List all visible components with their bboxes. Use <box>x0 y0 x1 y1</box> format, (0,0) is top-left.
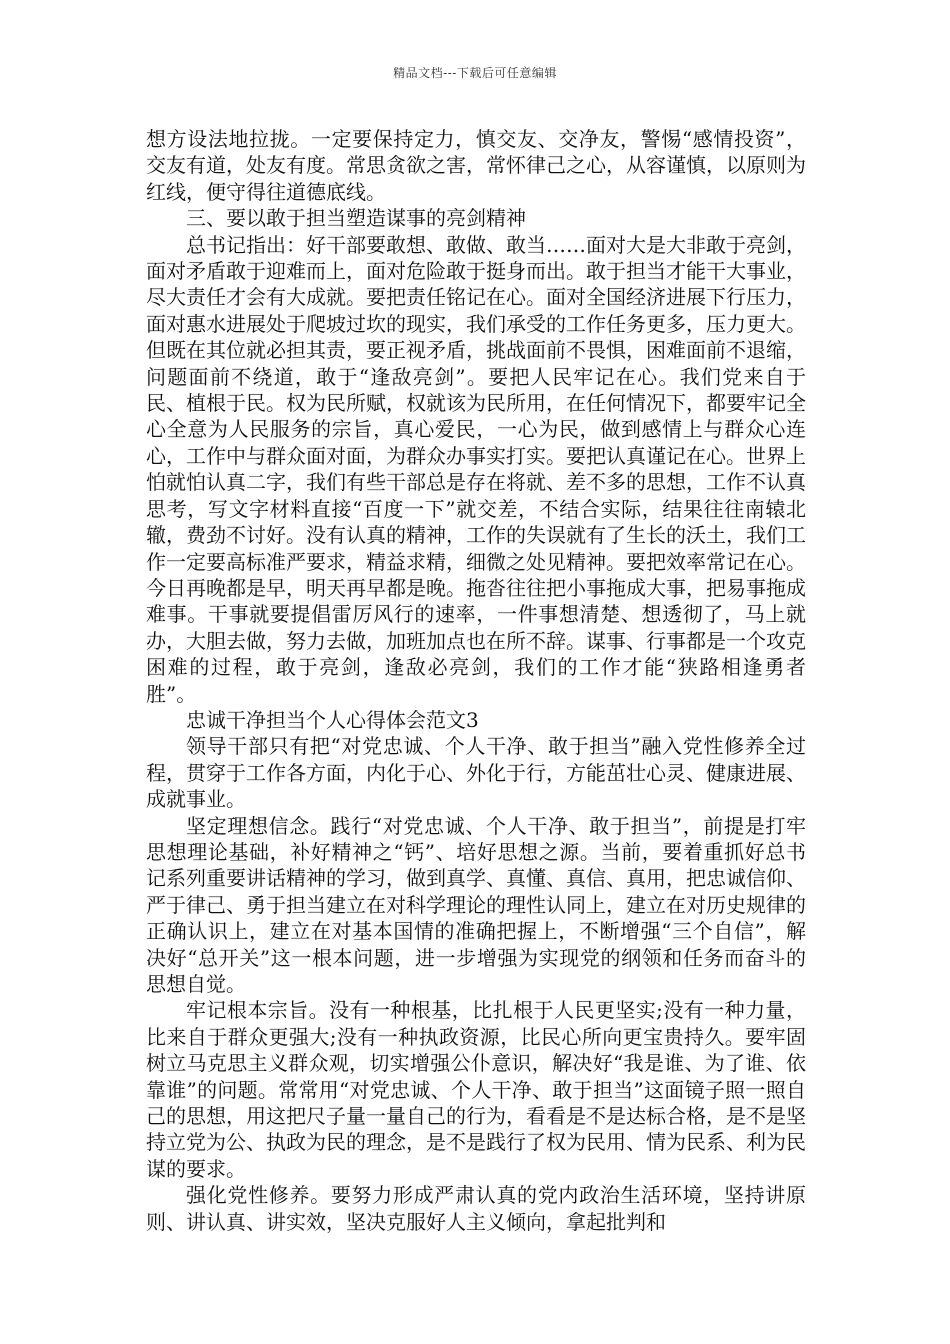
page-header: 精品文档---下载后可任意编辑 <box>393 66 557 80</box>
document-body <box>146 126 806 1235</box>
section-heading: 忠诚干净担当个人心得体会范文3 <box>186 707 479 732</box>
paragraph: 总书记指出：好干部要敢想、敢做、敢当……面对大是大非敢于亮剑，面对矛盾敢于迎难而上，面对危险敢于挺身而出。敢于担当才能干大事业，尽大责任才会有大成就。要把责任铭记在心。面对全国经济进展下行压力，面对惠水进展处于爬坡过坎的现实，我们承受的工作任务更多，压力更大。但既在其位就必担其责，要正视矛盾，挑战面前不畏惧，困难面前不退缩，问题面前不绕道，敢于“逢敌亮剑”。要把人民牢记在心。我们党来自于民、植根于民。权为民所赋，权就该为民所用，在任何情况下，都要牢记全心全意为人民服务的宗旨，真心爱民，一心为民，做到感情上与群众心连心，工作中与群众面对面，为群众办事实打实。要把认真谨记在心。世界上怕就怕认真二字，我们有些干部总是存在将就、差不多的思想，工作不认真思考，写文字材料直接“百度一下”就交差，不结合实际，结果往往南辕北辙，费劲不讨好。没有认真的精神，工作的失误就有了生长的沃土，我们工作一定要高标准严要求，精益求精，细微之处见精神。要把效率常记在心。今日再晚都是早，明天再早都是晚。拖沓往往把小事拖成大事，把易事拖成难事。干事就要提倡雷厉风行的速率，一件事想清楚、想透彻了，马上就办，大胆去做，努力去做，加班加点也在所不辞。谋事、行事都是一个攻克困难的过程，敢于亮剑，逢敌必亮剑，我们的工作才能“狭路相逢勇者胜”。 <box>146 232 806 706</box>
paragraph: 想方设法地拉拢。一定要保持定力，慎交友、交净友，警惕“感情投资”，交友有道，处友有度。常思贪欲之害，常怀律己之心，从容谨慎，以原则为红线，便守得往道德底线。 <box>146 127 806 204</box>
paragraph: 坚定理想信念。践行“对党忠诚、个人干净、敢于担当”，前提是打牢思想理论基础，补好精神之“钙”、培好思想之源。当前，要着重抓好总书记系列重要讲话精神的学习，做到真学、真懂、真信、真用，把忠诚信仰、严于律己、勇于担当建立在对科学理论的理性认同上，建立在对历史规律的正确认识上，建立在对基本国情的准确把握上，不断增强“三个自信”，解决好“总开关”这一根本问题，进一步增强为实现党的纲领和任务而奋斗的思想自觉。 <box>146 813 806 996</box>
paragraph: 牢记根本宗旨。没有一种根基，比扎根于人民更坚实;没有一种力量，比来自于群众更强大;没有一种执政资源，比民心所向更宝贵持久。要牢固树立马克思主义群众观，切实增强公仆意识，解决好“我是谁、为了谁、依靠谁”的问题。常常用“对党忠诚、个人干净、敢于担当”这面镜子照一照自己的思想，用这把尺子量一量自己的行为，看看是不是达标合格，是不是坚持立党为公、执政为民的理念，是不是践行了权为民用、情为民系、利为民谋的要求。 <box>146 998 806 1181</box>
paragraph: 强化党性修养。要努力形成严肃认真的党内政治生活环境，坚持讲原则、讲认真、讲实效，坚决克服好人主义倾向，拿起批判和 <box>146 1183 806 1234</box>
section-heading: 三、要以敢于担当塑造谋事的亮剑精神 <box>186 206 526 231</box>
paragraph: 领导干部只有把“对党忠诚、个人干净、敢于担当”融入党性修养全过程，贯穿于工作各方面，内化于心、外化于行，方能茁壮心灵、健康进展、成就事业。 <box>146 734 806 812</box>
